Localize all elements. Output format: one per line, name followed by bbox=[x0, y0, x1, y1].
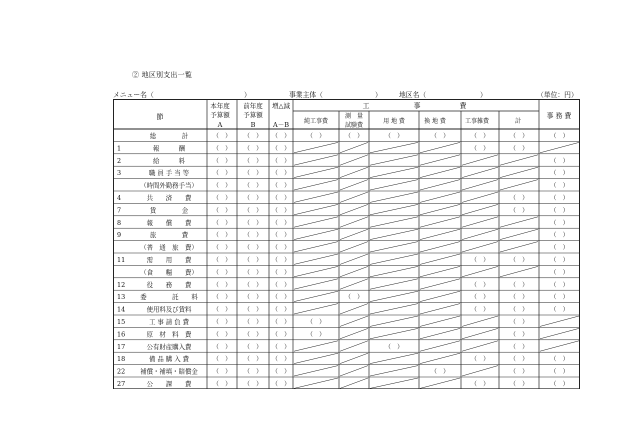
row-18-cell-2: （ ） bbox=[271, 356, 291, 364]
row-15-cell-1: （ ） bbox=[243, 319, 263, 326]
row-10-cell-9: （ ） bbox=[550, 257, 569, 264]
row-7-cell-1: （ ） bbox=[243, 219, 263, 227]
row-0-cell-8: （ ） bbox=[509, 133, 529, 140]
row-3-diagonal-6 bbox=[420, 167, 460, 177]
row-18-cell-9: （ ） bbox=[550, 356, 569, 364]
row-4-diagonal-4 bbox=[340, 180, 368, 190]
row-13-cell-4: （ ） bbox=[344, 294, 364, 302]
entity-close: ） bbox=[375, 91, 382, 99]
row-20-cell-7: （ ） bbox=[470, 381, 490, 388]
row-12-number: 12 bbox=[117, 280, 126, 289]
row-2-diagonal-5 bbox=[370, 155, 418, 165]
row-7-number: 8 bbox=[117, 218, 122, 227]
row-13-cell-9: （ ） bbox=[550, 294, 569, 302]
row-13-number: 13 bbox=[117, 293, 126, 302]
row-6-cell-9: （ ） bbox=[550, 207, 569, 215]
row-14-diagonal-3 bbox=[294, 304, 338, 314]
row-6-cell-8: （ ） bbox=[509, 207, 529, 215]
row-19-diagonal-5 bbox=[370, 366, 418, 376]
row-3-diagonal-4 bbox=[340, 167, 368, 177]
row-20-cell-0: （ ） bbox=[212, 381, 232, 388]
row-16-diagonal-9 bbox=[540, 328, 579, 338]
header-current-2: 予算額 bbox=[210, 111, 230, 119]
row-17-number: 17 bbox=[117, 342, 126, 351]
row-0-cell-2: （ ） bbox=[271, 133, 291, 140]
row-12-diagonal-4 bbox=[340, 279, 368, 289]
row-15-diagonal-5 bbox=[370, 316, 418, 326]
row-3-name: 職 員 手 当 等 bbox=[148, 169, 190, 178]
row-14-cell-8: （ ） bbox=[509, 306, 529, 314]
header-sub-misc: 工事雑費 bbox=[464, 118, 490, 125]
row-9-cell-9: （ ） bbox=[550, 244, 569, 252]
table-header bbox=[157, 101, 572, 129]
entity-label: 事業主体（ bbox=[289, 91, 323, 99]
row-1-cell-0: （ ） bbox=[212, 145, 232, 153]
row-14-name: 使用料及び賃料 bbox=[146, 305, 192, 314]
row-12-name: 役 務 費 bbox=[146, 280, 192, 289]
row-11-cell-9: （ ） bbox=[550, 269, 569, 277]
row-10-cell-1: （ ） bbox=[243, 257, 263, 264]
row-15-cell-3: （ ） bbox=[306, 319, 326, 326]
row-4-name: （時間外勤務手当） bbox=[140, 181, 198, 190]
row-8-cell-0: （ ） bbox=[212, 232, 232, 240]
row-6-number: 7 bbox=[117, 206, 122, 215]
menu-close: ） bbox=[244, 91, 251, 99]
row-6-cell-2: （ ） bbox=[271, 207, 291, 215]
row-20-name: 公 課 費 bbox=[146, 380, 192, 388]
header-sub-total: 計 bbox=[514, 118, 522, 125]
row-7-cell-0: （ ） bbox=[212, 219, 232, 227]
row-12-diagonal-6 bbox=[420, 279, 460, 289]
row-7-diagonal-3 bbox=[294, 217, 338, 227]
header-sub-land: 用 地 費 bbox=[383, 118, 405, 125]
row-7-name: 報 償 費 bbox=[146, 218, 192, 227]
row-8-diagonal-7 bbox=[462, 229, 498, 239]
row-5-diagonal-3 bbox=[294, 192, 338, 202]
row-19-name: 補償・補填・賠償金 bbox=[140, 367, 198, 376]
row-19-cell-0: （ ） bbox=[212, 368, 232, 376]
row-17-cell-5: （ ） bbox=[384, 343, 404, 351]
row-16-diagonal-7 bbox=[462, 328, 498, 338]
row-11-diagonal-8 bbox=[500, 266, 538, 276]
row-6-cell-0: （ ） bbox=[212, 207, 232, 215]
row-3-cell-9: （ ） bbox=[550, 170, 569, 178]
header-sub-survey-1: 測 量 bbox=[344, 113, 364, 120]
row-19-cell-1: （ ） bbox=[243, 368, 263, 376]
row-17-cell-8: （ ） bbox=[509, 343, 529, 351]
page-title: ② 地区別支出一覧 bbox=[132, 71, 193, 79]
row-14-diagonal-6 bbox=[420, 304, 460, 314]
row-16-diagonal-4 bbox=[340, 328, 368, 338]
row-14-number: 14 bbox=[117, 305, 126, 314]
row-12-diagonal-5 bbox=[370, 279, 418, 289]
row-3-cell-2: （ ） bbox=[271, 170, 291, 178]
header-diff-1: 増△減 bbox=[272, 102, 290, 110]
row-9-cell-1: （ ） bbox=[243, 244, 263, 252]
row-15-diagonal-7 bbox=[462, 316, 498, 326]
row-19-diagonal-4 bbox=[340, 366, 368, 376]
row-10-diagonal-6 bbox=[420, 254, 460, 264]
row-6-diagonal-6 bbox=[420, 204, 460, 214]
row-7-diagonal-5 bbox=[370, 217, 418, 227]
district-close: ） bbox=[480, 91, 487, 99]
row-8-cell-1: （ ） bbox=[243, 232, 263, 240]
row-15-diagonal-6 bbox=[420, 316, 460, 326]
row-5-diagonal-6 bbox=[420, 192, 460, 202]
row-11-diagonal-6 bbox=[420, 266, 460, 276]
row-2-diagonal-3 bbox=[294, 155, 338, 165]
row-17-diagonal-3 bbox=[294, 341, 338, 351]
header-sub-construction: 純工事費 bbox=[303, 118, 329, 125]
table-body bbox=[117, 131, 569, 388]
row-13-cell-8: （ ） bbox=[509, 294, 529, 302]
row-19-diagonal-3 bbox=[294, 366, 338, 376]
row-14-diagonal-5 bbox=[370, 304, 418, 314]
row-14-cell-2: （ ） bbox=[271, 306, 291, 314]
row-20-number: 27 bbox=[117, 380, 126, 388]
row-9-cell-0: （ ） bbox=[212, 244, 232, 252]
row-4-diagonal-5 bbox=[370, 180, 418, 190]
row-16-diagonal-5 bbox=[370, 328, 418, 338]
row-12-cell-9: （ ） bbox=[550, 281, 569, 289]
row-1-name: 報 酬 bbox=[153, 144, 185, 153]
row-5-name: 共 済 費 bbox=[146, 194, 192, 202]
row-0-cell-5: （ ） bbox=[384, 133, 404, 140]
row-5-number: 4 bbox=[117, 194, 122, 202]
row-8-diagonal-4 bbox=[340, 229, 368, 239]
row-10-number: 11 bbox=[117, 256, 126, 264]
row-12-cell-1: （ ） bbox=[243, 281, 263, 289]
row-11-diagonal-3 bbox=[294, 266, 338, 276]
row-20-diagonal-5 bbox=[370, 378, 418, 388]
row-1-number: 1 bbox=[117, 144, 122, 153]
row-5-diagonal-7 bbox=[462, 192, 498, 202]
row-5-cell-0: （ ） bbox=[212, 195, 232, 202]
row-12-cell-0: （ ） bbox=[212, 281, 232, 289]
row-19-cell-6: （ ） bbox=[430, 368, 450, 376]
row-13-cell-0: （ ） bbox=[212, 294, 232, 302]
row-13-diagonal-3 bbox=[294, 291, 338, 301]
row-7-diagonal-4 bbox=[340, 217, 368, 227]
row-10-name: 需 用 費 bbox=[146, 256, 192, 264]
row-18-cell-0: （ ） bbox=[212, 356, 232, 364]
row-13-diagonal-6 bbox=[420, 291, 460, 301]
row-17-cell-2: （ ） bbox=[271, 343, 291, 351]
row-8-name: 旅 費 bbox=[149, 231, 189, 240]
row-2-cell-2: （ ） bbox=[271, 157, 291, 165]
row-4-diagonal-8 bbox=[500, 180, 538, 190]
row-20-diagonal-6 bbox=[420, 378, 460, 388]
row-13-cell-2: （ ） bbox=[271, 294, 291, 302]
row-16-cell-3: （ ） bbox=[306, 331, 326, 339]
row-11-diagonal-5 bbox=[370, 266, 418, 276]
row-9-diagonal-8 bbox=[500, 242, 538, 252]
row-18-diagonal-5 bbox=[370, 353, 418, 363]
row-20-diagonal-4 bbox=[340, 378, 368, 388]
row-13-cell-7: （ ） bbox=[470, 294, 490, 302]
row-18-number: 18 bbox=[117, 355, 126, 364]
row-17-diagonal-9 bbox=[540, 341, 579, 351]
row-3-diagonal-7 bbox=[462, 167, 498, 177]
row-8-diagonal-5 bbox=[370, 229, 418, 239]
header-previous-1: 前年度 bbox=[243, 102, 263, 110]
row-11-cell-2: （ ） bbox=[271, 269, 291, 277]
row-3-diagonal-5 bbox=[370, 167, 418, 177]
row-15-diagonal-4 bbox=[340, 316, 368, 326]
row-1-cell-8: （ ） bbox=[509, 145, 529, 153]
row-3-diagonal-8 bbox=[500, 167, 538, 177]
header-sub-replot: 換 地 費 bbox=[424, 118, 446, 125]
row-8-diagonal-3 bbox=[294, 229, 338, 239]
row-15-diagonal-9 bbox=[540, 316, 579, 326]
row-18-diagonal-4 bbox=[340, 353, 368, 363]
row-9-diagonal-6 bbox=[420, 242, 460, 252]
row-9-diagonal-4 bbox=[340, 242, 368, 252]
row-17-cell-0: （ ） bbox=[212, 343, 232, 351]
row-3-diagonal-3 bbox=[294, 167, 338, 177]
header-group-ji: 事 bbox=[413, 102, 421, 110]
row-15-cell-2: （ ） bbox=[271, 319, 291, 326]
header-current-1: 本年度 bbox=[210, 102, 230, 110]
header-group-ko: 工 bbox=[362, 102, 370, 110]
row-5-cell-2: （ ） bbox=[271, 195, 291, 202]
row-3-cell-0: （ ） bbox=[212, 170, 232, 178]
header-office: 事 務 費 bbox=[546, 112, 572, 120]
row-18-diagonal-3 bbox=[294, 353, 338, 363]
row-10-diagonal-4 bbox=[340, 254, 368, 264]
row-1-cell-7: （ ） bbox=[470, 145, 490, 153]
row-13-cell-1: （ ） bbox=[243, 294, 263, 302]
row-15-cell-8: （ ） bbox=[509, 319, 529, 326]
row-16-cell-1: （ ） bbox=[243, 331, 263, 339]
row-2-diagonal-6 bbox=[420, 155, 460, 165]
row-14-cell-0: （ ） bbox=[212, 306, 232, 314]
row-10-cell-7: （ ） bbox=[470, 257, 490, 264]
row-19-diagonal-7 bbox=[462, 366, 498, 376]
row-17-name: 公有財産購入費 bbox=[146, 342, 192, 351]
row-10-cell-2: （ ） bbox=[271, 257, 291, 264]
row-11-cell-1: （ ） bbox=[243, 269, 263, 277]
row-4-cell-9: （ ） bbox=[550, 182, 569, 190]
row-2-cell-9: （ ） bbox=[550, 157, 569, 165]
row-14-cell-9: （ ） bbox=[550, 306, 569, 314]
header-previous-3: B bbox=[250, 121, 256, 129]
row-19-cell-9: （ ） bbox=[550, 368, 569, 376]
row-3-number: 3 bbox=[117, 169, 122, 178]
row-19-cell-2: （ ） bbox=[271, 368, 291, 376]
row-0-cell-6: （ ） bbox=[430, 133, 450, 140]
row-18-cell-7: （ ） bbox=[470, 356, 490, 364]
header-previous-2: 予算額 bbox=[243, 111, 263, 119]
row-7-cell-2: （ ） bbox=[271, 219, 291, 227]
row-10-cell-8: （ ） bbox=[509, 257, 529, 264]
row-8-diagonal-8 bbox=[500, 229, 538, 239]
row-5-cell-1: （ ） bbox=[243, 195, 263, 202]
row-7-cell-9: （ ） bbox=[550, 219, 569, 227]
row-7-diagonal-7 bbox=[462, 217, 498, 227]
row-1-diagonal-6 bbox=[420, 142, 460, 152]
row-12-cell-7: （ ） bbox=[470, 281, 490, 289]
row-4-diagonal-6 bbox=[420, 180, 460, 190]
row-13-diagonal-5 bbox=[370, 291, 418, 301]
row-20-diagonal-3 bbox=[294, 378, 338, 388]
row-17-diagonal-4 bbox=[340, 341, 368, 351]
row-16-cell-8: （ ） bbox=[509, 331, 529, 339]
row-4-diagonal-3 bbox=[294, 180, 338, 190]
row-1-cell-1: （ ） bbox=[243, 145, 263, 153]
row-3-cell-1: （ ） bbox=[243, 170, 263, 178]
row-17-diagonal-7 bbox=[462, 341, 498, 351]
row-20-cell-2: （ ） bbox=[271, 381, 291, 388]
row-6-cell-1: （ ） bbox=[243, 207, 263, 215]
row-10-diagonal-3 bbox=[294, 254, 338, 264]
row-9-diagonal-3 bbox=[294, 242, 338, 252]
row-8-cell-2: （ ） bbox=[271, 232, 291, 240]
row-18-cell-1: （ ） bbox=[243, 356, 263, 364]
row-12-diagonal-3 bbox=[294, 279, 338, 289]
row-1-diagonal-5 bbox=[370, 142, 418, 152]
row-2-cell-0: （ ） bbox=[212, 157, 232, 165]
row-15-number: 15 bbox=[117, 318, 126, 326]
row-2-name: 給 料 bbox=[153, 156, 185, 165]
row-13-name: 委 託 料 bbox=[140, 293, 198, 302]
row-16-cell-0: （ ） bbox=[212, 331, 232, 339]
row-7-diagonal-6 bbox=[420, 217, 460, 227]
row-4-cell-2: （ ） bbox=[271, 182, 291, 190]
row-6-name: 賃 金 bbox=[149, 206, 189, 215]
row-8-diagonal-6 bbox=[420, 229, 460, 239]
row-5-diagonal-4 bbox=[340, 192, 368, 202]
row-12-cell-8: （ ） bbox=[509, 281, 529, 289]
header-group-hi: 費 bbox=[459, 102, 467, 110]
row-1-diagonal-4 bbox=[340, 142, 368, 152]
row-0-cell-7: （ ） bbox=[470, 133, 490, 140]
row-8-cell-9: （ ） bbox=[550, 232, 569, 240]
row-14-diagonal-4 bbox=[340, 304, 368, 314]
row-16-diagonal-6 bbox=[420, 328, 460, 338]
row-9-cell-2: （ ） bbox=[271, 244, 291, 252]
row-15-name: 工 事 請 負 費 bbox=[148, 318, 190, 326]
row-2-diagonal-8 bbox=[500, 155, 538, 165]
header-current-3: A bbox=[217, 121, 223, 129]
row-16-cell-2: （ ） bbox=[271, 331, 291, 339]
row-14-cell-7: （ ） bbox=[470, 306, 490, 314]
row-16-name: 原 材 料 費 bbox=[146, 330, 192, 339]
row-0-cell-1: （ ） bbox=[243, 133, 263, 140]
row-15-cell-0: （ ） bbox=[212, 319, 232, 326]
row-10-cell-0: （ ） bbox=[212, 257, 232, 264]
row-6-diagonal-4 bbox=[340, 204, 368, 214]
row-2-number: 2 bbox=[117, 156, 122, 165]
menu-label: メニュー名（ bbox=[113, 91, 154, 99]
row-11-diagonal-4 bbox=[340, 266, 368, 276]
row-0-cell-9: （ ） bbox=[550, 133, 569, 140]
row-9-name: （普 通 旅 費） bbox=[140, 243, 198, 252]
row-20-cell-1: （ ） bbox=[243, 381, 263, 388]
row-11-diagonal-7 bbox=[462, 266, 498, 276]
expenditure-table bbox=[113, 99, 580, 389]
row-2-diagonal-4 bbox=[340, 155, 368, 165]
row-6-diagonal-5 bbox=[370, 204, 418, 214]
row-16-number: 16 bbox=[117, 330, 126, 339]
row-6-diagonal-3 bbox=[294, 204, 338, 214]
row-0-cell-0: （ ） bbox=[212, 133, 232, 140]
row-1-cell-2: （ ） bbox=[271, 145, 291, 153]
row-2-cell-1: （ ） bbox=[243, 157, 263, 165]
unit-label: （単位：円） bbox=[537, 91, 578, 99]
row-19-number: 22 bbox=[117, 367, 126, 376]
row-14-cell-1: （ ） bbox=[243, 306, 263, 314]
row-0-name: 総 計 bbox=[149, 132, 189, 140]
row-5-diagonal-5 bbox=[370, 192, 418, 202]
row-0-cell-3: （ ） bbox=[306, 133, 326, 140]
row-1-diagonal-9 bbox=[540, 142, 579, 152]
row-2-diagonal-7 bbox=[462, 155, 498, 165]
row-5-cell-9: （ ） bbox=[550, 195, 569, 202]
row-10-diagonal-5 bbox=[370, 254, 418, 264]
row-11-name: （食 糧 費） bbox=[140, 268, 198, 277]
row-17-cell-1: （ ） bbox=[243, 343, 263, 351]
row-5-cell-8: （ ） bbox=[509, 195, 529, 202]
row-18-name: 備 品 購 入 費 bbox=[148, 355, 190, 364]
row-0-cell-4: （ ） bbox=[344, 133, 364, 140]
row-1-diagonal-3 bbox=[294, 142, 338, 152]
row-9-diagonal-5 bbox=[370, 242, 418, 252]
row-19-cell-8: （ ） bbox=[509, 368, 529, 376]
row-6-diagonal-7 bbox=[462, 204, 498, 214]
row-18-cell-8: （ ） bbox=[509, 356, 529, 364]
row-12-cell-2: （ ） bbox=[271, 281, 291, 289]
row-7-diagonal-8 bbox=[500, 217, 538, 227]
district-label: 地区名（ bbox=[399, 91, 427, 99]
row-8-number: 9 bbox=[117, 231, 122, 240]
header-setsu: 節 bbox=[156, 113, 164, 121]
row-17-diagonal-6 bbox=[420, 341, 460, 351]
row-18-diagonal-6 bbox=[420, 353, 460, 363]
row-4-cell-0: （ ） bbox=[212, 182, 232, 190]
header-sub-survey-2: 試験費 bbox=[344, 122, 364, 129]
header-diff-2: A－B bbox=[273, 121, 289, 129]
row-4-cell-1: （ ） bbox=[243, 182, 263, 190]
row-9-diagonal-7 bbox=[462, 242, 498, 252]
row-20-cell-9: （ ） bbox=[550, 381, 569, 388]
row-20-cell-8: （ ） bbox=[509, 381, 529, 388]
row-11-cell-0: （ ） bbox=[212, 269, 232, 277]
row-4-diagonal-7 bbox=[462, 180, 498, 190]
